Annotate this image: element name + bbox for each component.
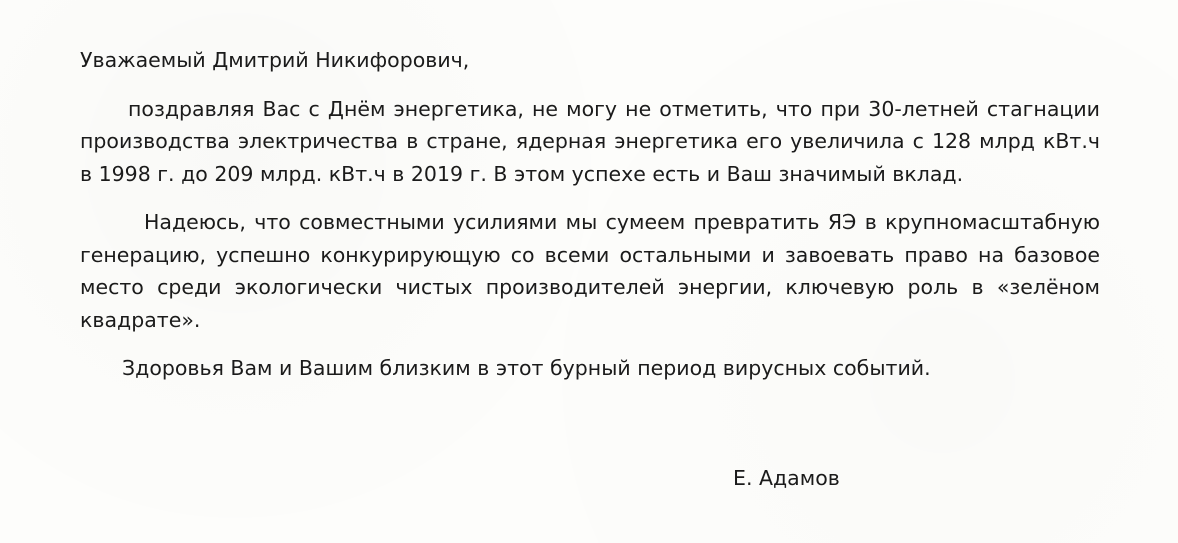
letter-closing: Здоровья Вам и Вашим близким в этот бурный период вирусных событий. (122, 356, 931, 380)
letter-body (80, 44, 1100, 385)
letter-paragraph-congratulations: поздравляя Вас с Днём энергетика, не могу не отметить, что при 30-летней стагнации производства электричества в стране, ядерная энергетика его увеличила с 128 млрд кВт.ч в 1998 г. до 209 млрд. кВт.ч в 2019 г. В этом успехе есть и Ваш значимый вклад. (80, 96, 1100, 186)
letter-signature: Е. Адамов (733, 466, 840, 490)
letter-greeting: Уважаемый Дмитрий Никифорович, (80, 48, 470, 72)
letter-paragraph-hope: Надеюсь, что совместными усилиями мы сумеем превратить ЯЭ в крупномасштабную генерацию, успешно конкурирующую со всеми остальными и завоевать право на базовое место среди экологически чистых производителей энергии, ключевую роль в «зелёном квадрате». (80, 210, 1100, 332)
